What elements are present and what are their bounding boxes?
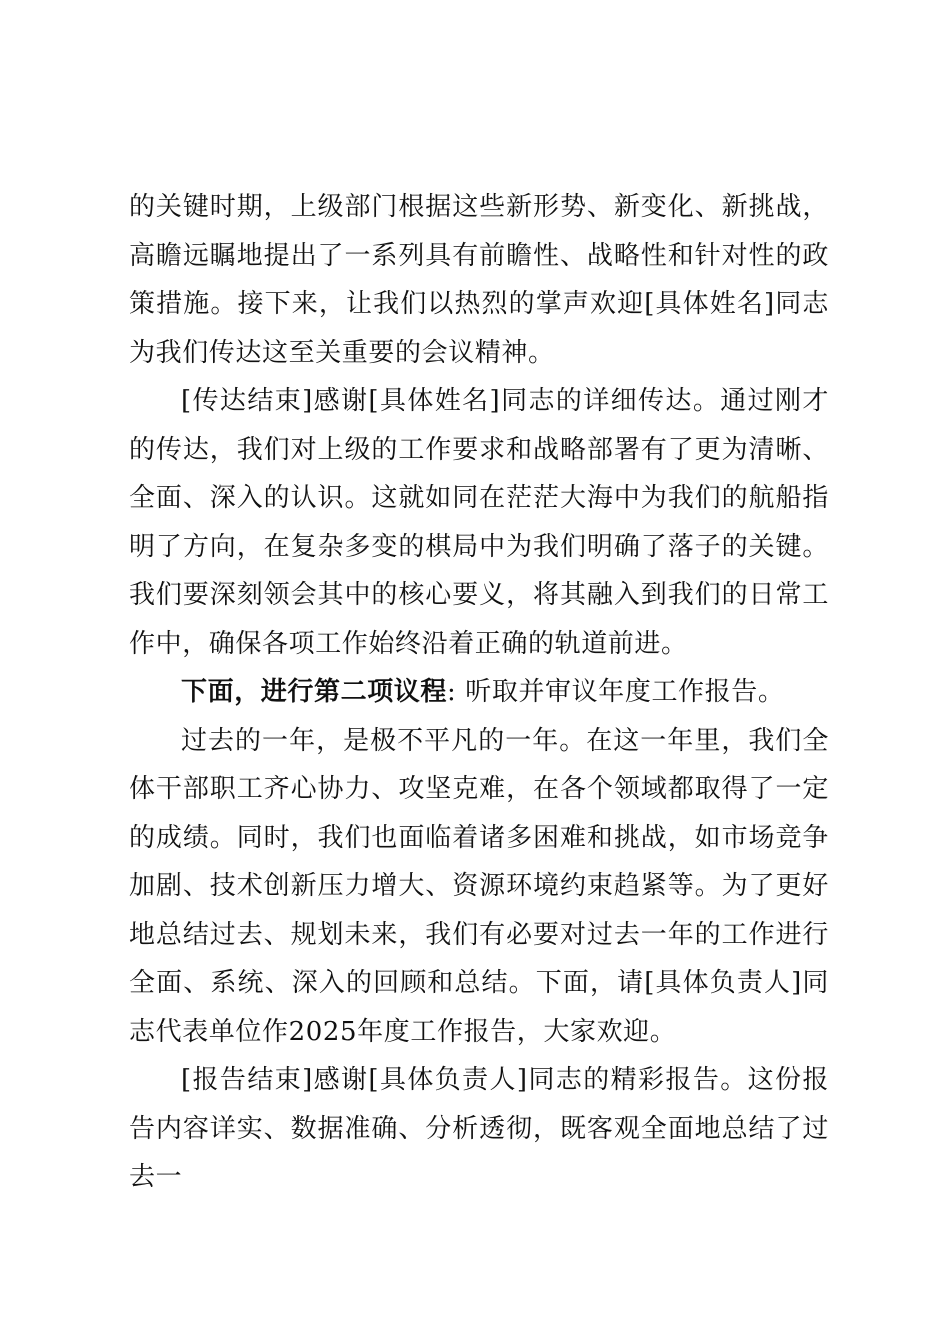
paragraph-text: 过去的一年，是极不平凡的一年。在这一年里，我们全体干部职工齐心协力、攻坚克难，在各个领域都取得了一定的成绩。同时，我们也面临着诸多困难和挑战，如市场竞争加剧、技术创新压力增大、资源环境约束趋紧等。为了更好地总结过去、规划未来，我们有必要对过去一年的工作进行全面、系统、深入的回顾和总结。下面，请[具体负责人]同志代表单位作2025年度工作报告，大家欢迎。 bbox=[129, 725, 829, 1047]
paragraph-report-end bbox=[129, 1056, 829, 1202]
agenda-heading: 下面，进行第二项议程 bbox=[181, 677, 448, 707]
paragraph-agenda-item-two bbox=[129, 668, 829, 717]
document-body bbox=[129, 183, 829, 1202]
paragraph-continuation bbox=[129, 183, 829, 377]
paragraph-text: [传达结束]感谢[具体姓名]同志的详细传达。通过刚才的传达，我们对上级的工作要求和战略部署有了更为清晰、全面、深入的认识。这就如同在茫茫大海中为我们的航船指明了方向，在复杂多变的棋局中为我们明确了落子的关键。我们要深刻领会其中的核心要义，将其融入到我们的日常工作中，确保各项工作始终沿着正确的轨道前进。 bbox=[129, 386, 829, 659]
paragraph-text: : 听取并审议年度工作报告。 bbox=[447, 677, 785, 707]
paragraph-text: [报告结束]感谢[具体负责人]同志的精彩报告。这份报告内容详实、数据准确、分析透彻，既客观全面地总结了过去一 bbox=[129, 1065, 829, 1192]
paragraph-annual-review bbox=[129, 717, 829, 1057]
paragraph-transmission-end bbox=[129, 377, 829, 668]
paragraph-text: 的关键时期，上级部门根据这些新形势、新变化、新挑战，高瞻远瞩地提出了一系列具有前瞻性、战略性和针对性的政策措施。接下来，让我们以热烈的掌声欢迎[具体姓名]同志为我们传达这至关重要的会议精神。 bbox=[129, 192, 829, 368]
